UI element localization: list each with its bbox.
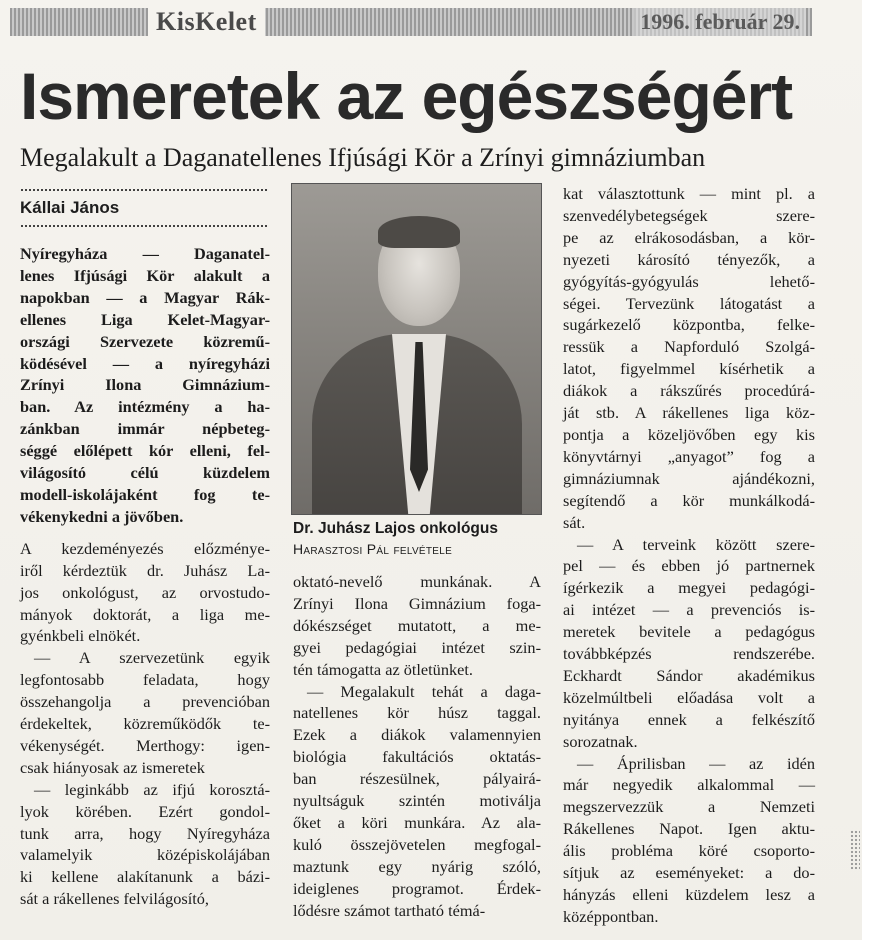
text-line: — A terveink között szere- <box>577 534 815 554</box>
text-line: már negyedik alkalommal — <box>563 775 815 795</box>
text-line: gimnáziumnak ajándékozni, <box>563 468 815 488</box>
text-line: ját stb. A rákellenes liga köz- <box>563 403 815 423</box>
text-line: ideiglenes programot. Érdek- <box>293 878 541 898</box>
text-line: vékenységét. Merthogy: igen- <box>20 735 270 755</box>
text-line: — Megalakult tehát a daga- <box>307 681 541 701</box>
text-line: szenvedélybetegségek szere- <box>563 205 815 225</box>
text-line: A kezdeményezés előzménye- <box>20 538 270 558</box>
text-line: ellenes Liga Kelet-Magyar- <box>20 309 270 329</box>
text-line: ban részesülnek, pályairá- <box>293 769 541 789</box>
text-line: Zrínyi Ilona Gimnázium foga- <box>293 593 541 613</box>
text-line: megszervezzük a Nemzeti <box>563 797 815 817</box>
text-line: gyei pedagógiai intézet szin- <box>293 637 541 657</box>
text-line: legfontosabb feladata, hogy <box>20 670 270 690</box>
text-line: pel — és ebben jó partnernek <box>563 556 815 576</box>
text-line: mányok doktorát, a liga me- <box>20 604 270 624</box>
issue-date: 1996. február 29. <box>634 8 806 36</box>
text-line: országi Szervezete közremű- <box>20 331 270 351</box>
text-line: nyitánya ennek a felkészítő <box>563 709 815 729</box>
text-line: napokban — a Magyar Rák- <box>20 287 270 307</box>
caption-credit: Harasztosi Pál felvétele <box>293 541 453 557</box>
text-line: segítendő a kör munkálkodá- <box>563 490 815 510</box>
text-line: latot, figyelmmel kísérhetik a <box>563 359 815 379</box>
text-line: könyvtárnyi „anyagot” fog a <box>563 446 815 466</box>
article-author: Kállai János <box>20 198 120 217</box>
text-line: hányzás elleni küzdelem lesz a <box>563 885 815 904</box>
text-line: Zrínyi Ilona Gimnázium- <box>20 375 270 395</box>
article-subtitle: Megalakult a Daganatellenes Ifjúsági Kör a Zrínyi gimnáziumban <box>20 143 706 172</box>
paragraph-gap <box>20 528 270 538</box>
text-line: dókészséget mutatott, a me- <box>293 615 541 635</box>
scan-edge <box>862 0 874 940</box>
text-line: nyezeti károsító tényezők, a <box>563 249 815 269</box>
text-line: maztunk egy nyárig szóló, <box>293 856 541 876</box>
text-line: Eckhardt Sándor akadémikus <box>563 665 815 685</box>
newspaper-brand: KisKelet <box>148 8 265 36</box>
text-line: diákok a rákszűrés procedúrá- <box>563 381 815 401</box>
text-line: ígérkezik a megyei pedagógi- <box>563 578 815 598</box>
text-line: gyógyítás-gyógyulás lehető- <box>563 271 815 291</box>
text-line: lődésre számot tartható témá- <box>293 900 486 920</box>
text-line: kuló összejövetelen megfogal- <box>293 834 541 854</box>
text-line: érdekeltek, közreműködők te- <box>20 714 270 734</box>
text-line: tunk arra, hogy Nyíregyháza <box>20 823 270 843</box>
text-line: sát. <box>563 512 586 532</box>
text-line: modell-iskolájaként fog te- <box>20 484 270 504</box>
text-line: meretek bevitele a pedagógus <box>563 622 815 642</box>
portrait-photo <box>291 183 542 515</box>
masthead-band <box>10 8 812 36</box>
text-line: ki kellene alakítanunk a bázi- <box>20 867 270 887</box>
text-line: zánkban immár népbeteg- <box>20 419 270 439</box>
text-line: sorozatnak. <box>563 731 638 751</box>
column-1-body <box>20 538 270 910</box>
column-1 <box>20 243 270 910</box>
text-line: sugárkezelő központba, felke- <box>563 315 815 335</box>
text-line: kat választottunk — mint pl. a <box>563 184 815 203</box>
author-rule-bottom <box>20 224 268 228</box>
text-line: összehangolja a prevencióban <box>20 692 270 712</box>
text-line: ködésével — a nyíregyházi <box>20 353 270 373</box>
text-line: oktató-nevelő munkának. A <box>293 572 541 591</box>
column-2 <box>293 571 541 922</box>
caption-name: Dr. Juhász Lajos onkológus <box>293 520 498 537</box>
scan-artifact <box>850 830 860 870</box>
text-line: ai intézet — a prevenciós is- <box>563 600 815 620</box>
text-line: továbbképzés rendszerébe. <box>563 644 815 664</box>
lead-paragraph <box>20 243 270 528</box>
text-line: Nyíregyháza — Daganatel- <box>20 244 270 263</box>
text-line: csak hiányosak az ismeretek <box>20 757 205 777</box>
text-line: tén támogatta az ötletünket. <box>293 659 473 679</box>
text-line: natellenes kör húsz taggal. <box>293 703 541 723</box>
text-line: jos onkológust, az orvostudo- <box>20 582 270 602</box>
text-line: vékenykedni a jövőben. <box>20 506 184 526</box>
text-line: ban. Az intézmény a ha- <box>20 397 270 417</box>
text-line: közelmúltbeli előadása volt a <box>563 687 815 707</box>
text-line: őket a köri munkára. Az ala- <box>293 812 541 832</box>
author-rule-top <box>20 188 268 192</box>
text-line: — Áprilisban — az idén <box>577 753 815 773</box>
text-line: nyultságuk szintén motiválja <box>293 791 541 811</box>
text-line: lyok körében. Ezért gondol- <box>20 801 270 821</box>
text-line: — A szervezetünk egyik <box>34 648 270 668</box>
text-line: világosító célú küzdelem <box>20 463 270 483</box>
text-line: pontja a közeljövőben egy kis <box>563 424 815 444</box>
text-line: iről kérdeztük dr. Juhász La- <box>20 560 270 580</box>
text-line: Ezek a diákok valamennyien <box>293 725 541 745</box>
article-headline: Ismeretek az egészségért <box>20 59 793 133</box>
text-line: középpontban. <box>563 906 659 926</box>
text-line: pe az elrákosodásban, a kör- <box>563 227 815 247</box>
text-line: séggé előlépett kór elleni, fel- <box>20 441 270 461</box>
text-line: sát a rákellenes felvilágosító, <box>20 889 209 909</box>
text-line: sítjuk az eseményeket: a do- <box>563 863 815 883</box>
photo-caption <box>293 518 543 560</box>
photo-hair <box>378 216 460 248</box>
text-line: Rákellenes Napot. Igen aktu- <box>563 819 815 839</box>
text-line: biológia fakultációs oktatás- <box>293 747 541 767</box>
column-3 <box>563 183 815 928</box>
text-line: — leginkább az ifjú korosztá- <box>34 779 270 799</box>
text-line: ális probléma köré csoporto- <box>563 841 815 861</box>
text-line: ressük a Napforduló Szolgá- <box>563 337 815 357</box>
text-line: ségei. Tervezünk látogatást a <box>563 293 815 313</box>
text-line: valamelyik középiskolájában <box>20 845 270 865</box>
text-line: lenes Ifjúsági Kör alakult a <box>20 265 270 285</box>
text-line: gyénkbeli elnökét. <box>20 626 141 646</box>
